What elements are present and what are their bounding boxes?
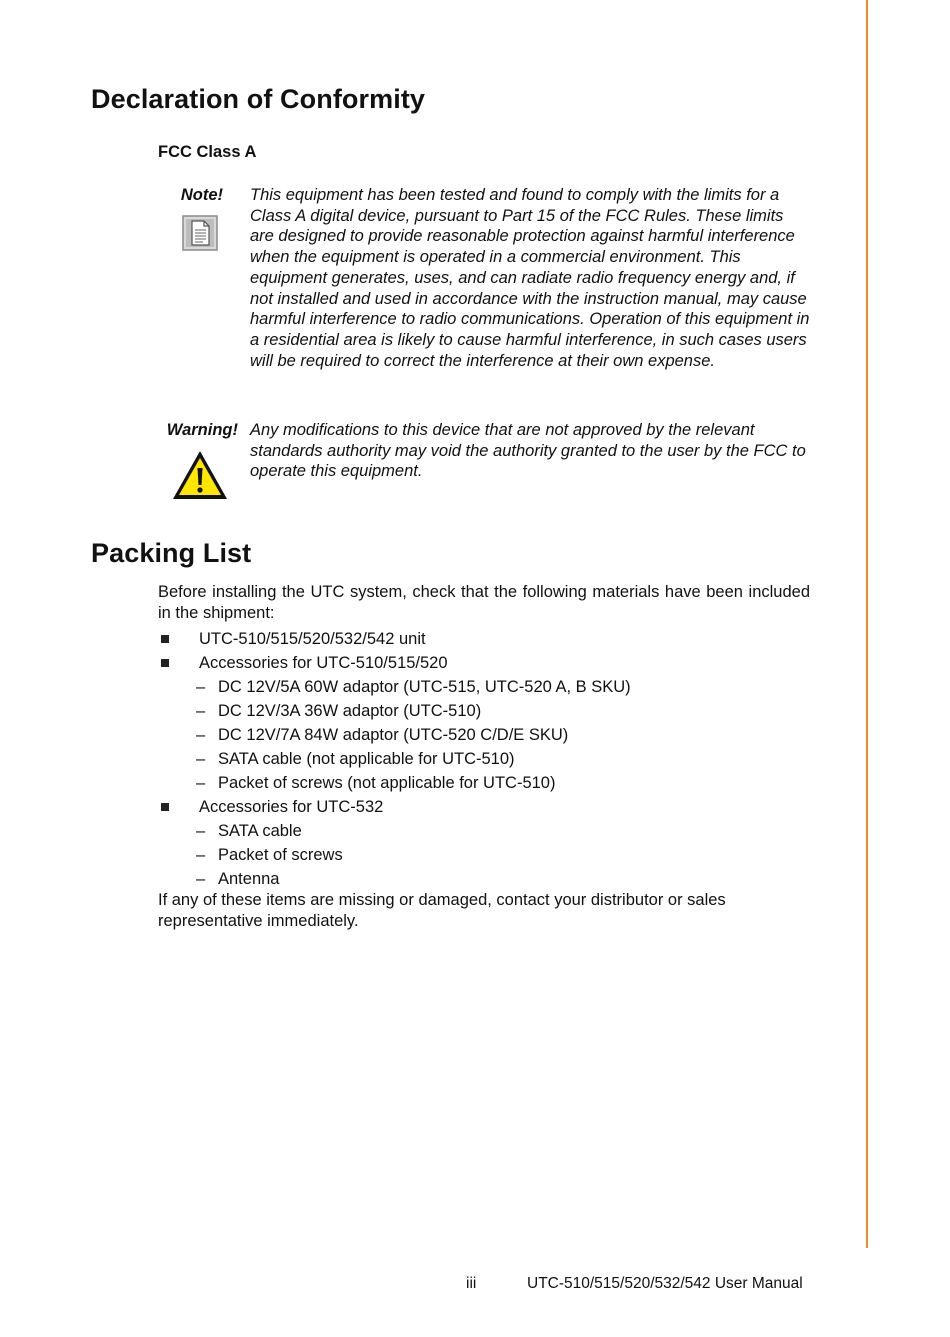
square-bullet-icon bbox=[161, 803, 169, 811]
sub-list-item: – DC 12V/3A 36W adaptor (UTC-510) bbox=[196, 702, 482, 720]
subsection-title-fcc: FCC Class A bbox=[158, 143, 257, 161]
sub-list-item: – Packet of screws bbox=[196, 846, 343, 864]
sub-list-item: – Antenna bbox=[196, 870, 280, 888]
section-title-packing: Packing List bbox=[91, 538, 252, 568]
sub-list-item: – DC 12V/7A 84W adaptor (UTC-520 C/D/E SKU) bbox=[196, 726, 569, 744]
fcc-note-text: This equipment has been tested and found to comply with the limits for a Class A digital device, pursuant to Part 15 of the FCC Rules. These limits are designed to provide reasonable protection against harmful interference when the equipment is operated in a commercial environment. This equipment generates, uses, and can radiate radio frequency energy and, if not installed and used in accordance with the instruction manual, may cause harmful interference to radio communications. Operation of this equipment in a residential area is likely to cause harmful interference, in such cases users will be required to correct the interference at their own expense. bbox=[250, 186, 810, 370]
warning-triangle-icon bbox=[171, 449, 229, 501]
square-bullet-icon bbox=[161, 635, 169, 643]
footer-manual-title: UTC-510/515/520/532/542 User Manual bbox=[527, 1275, 803, 1292]
sub-list-item: – SATA cable bbox=[196, 822, 302, 840]
list-item: Accessories for UTC-510/515/520 bbox=[158, 651, 818, 675]
packing-outro: If any of these items are missing or damaged, contact your distributor or sales representative immediately. bbox=[158, 891, 726, 930]
packing-intro: Before installing the UTC system, check that the following materials have been included in the shipment: bbox=[158, 583, 810, 622]
list-item: Accessories for UTC-532 bbox=[158, 795, 818, 819]
footer-page-number: iii bbox=[466, 1275, 477, 1292]
sub-list-item: – Packet of screws (not applicable for UTC-510) bbox=[196, 774, 556, 792]
warning-label: Warning! bbox=[166, 421, 238, 439]
sub-list-item: – DC 12V/5A 60W adaptor (UTC-515, UTC-520 A, B SKU) bbox=[196, 678, 631, 696]
sub-list-item: – SATA cable (not applicable for UTC-510) bbox=[196, 750, 515, 768]
square-bullet-icon bbox=[161, 659, 169, 667]
note-document-icon bbox=[182, 215, 218, 251]
packing-list bbox=[158, 627, 818, 891]
fcc-warning-text: Any modifications to this device that are not approved by the relevant standards authority may void the authority granted to the user by the FCC to operate this equipment. bbox=[250, 421, 806, 481]
list-item: UTC-510/515/520/532/542 unit bbox=[158, 627, 818, 651]
note-label: Note! bbox=[180, 186, 223, 204]
margin-accent-rule bbox=[866, 0, 868, 1248]
section-title-declaration: Declaration of Conformity bbox=[91, 84, 426, 114]
